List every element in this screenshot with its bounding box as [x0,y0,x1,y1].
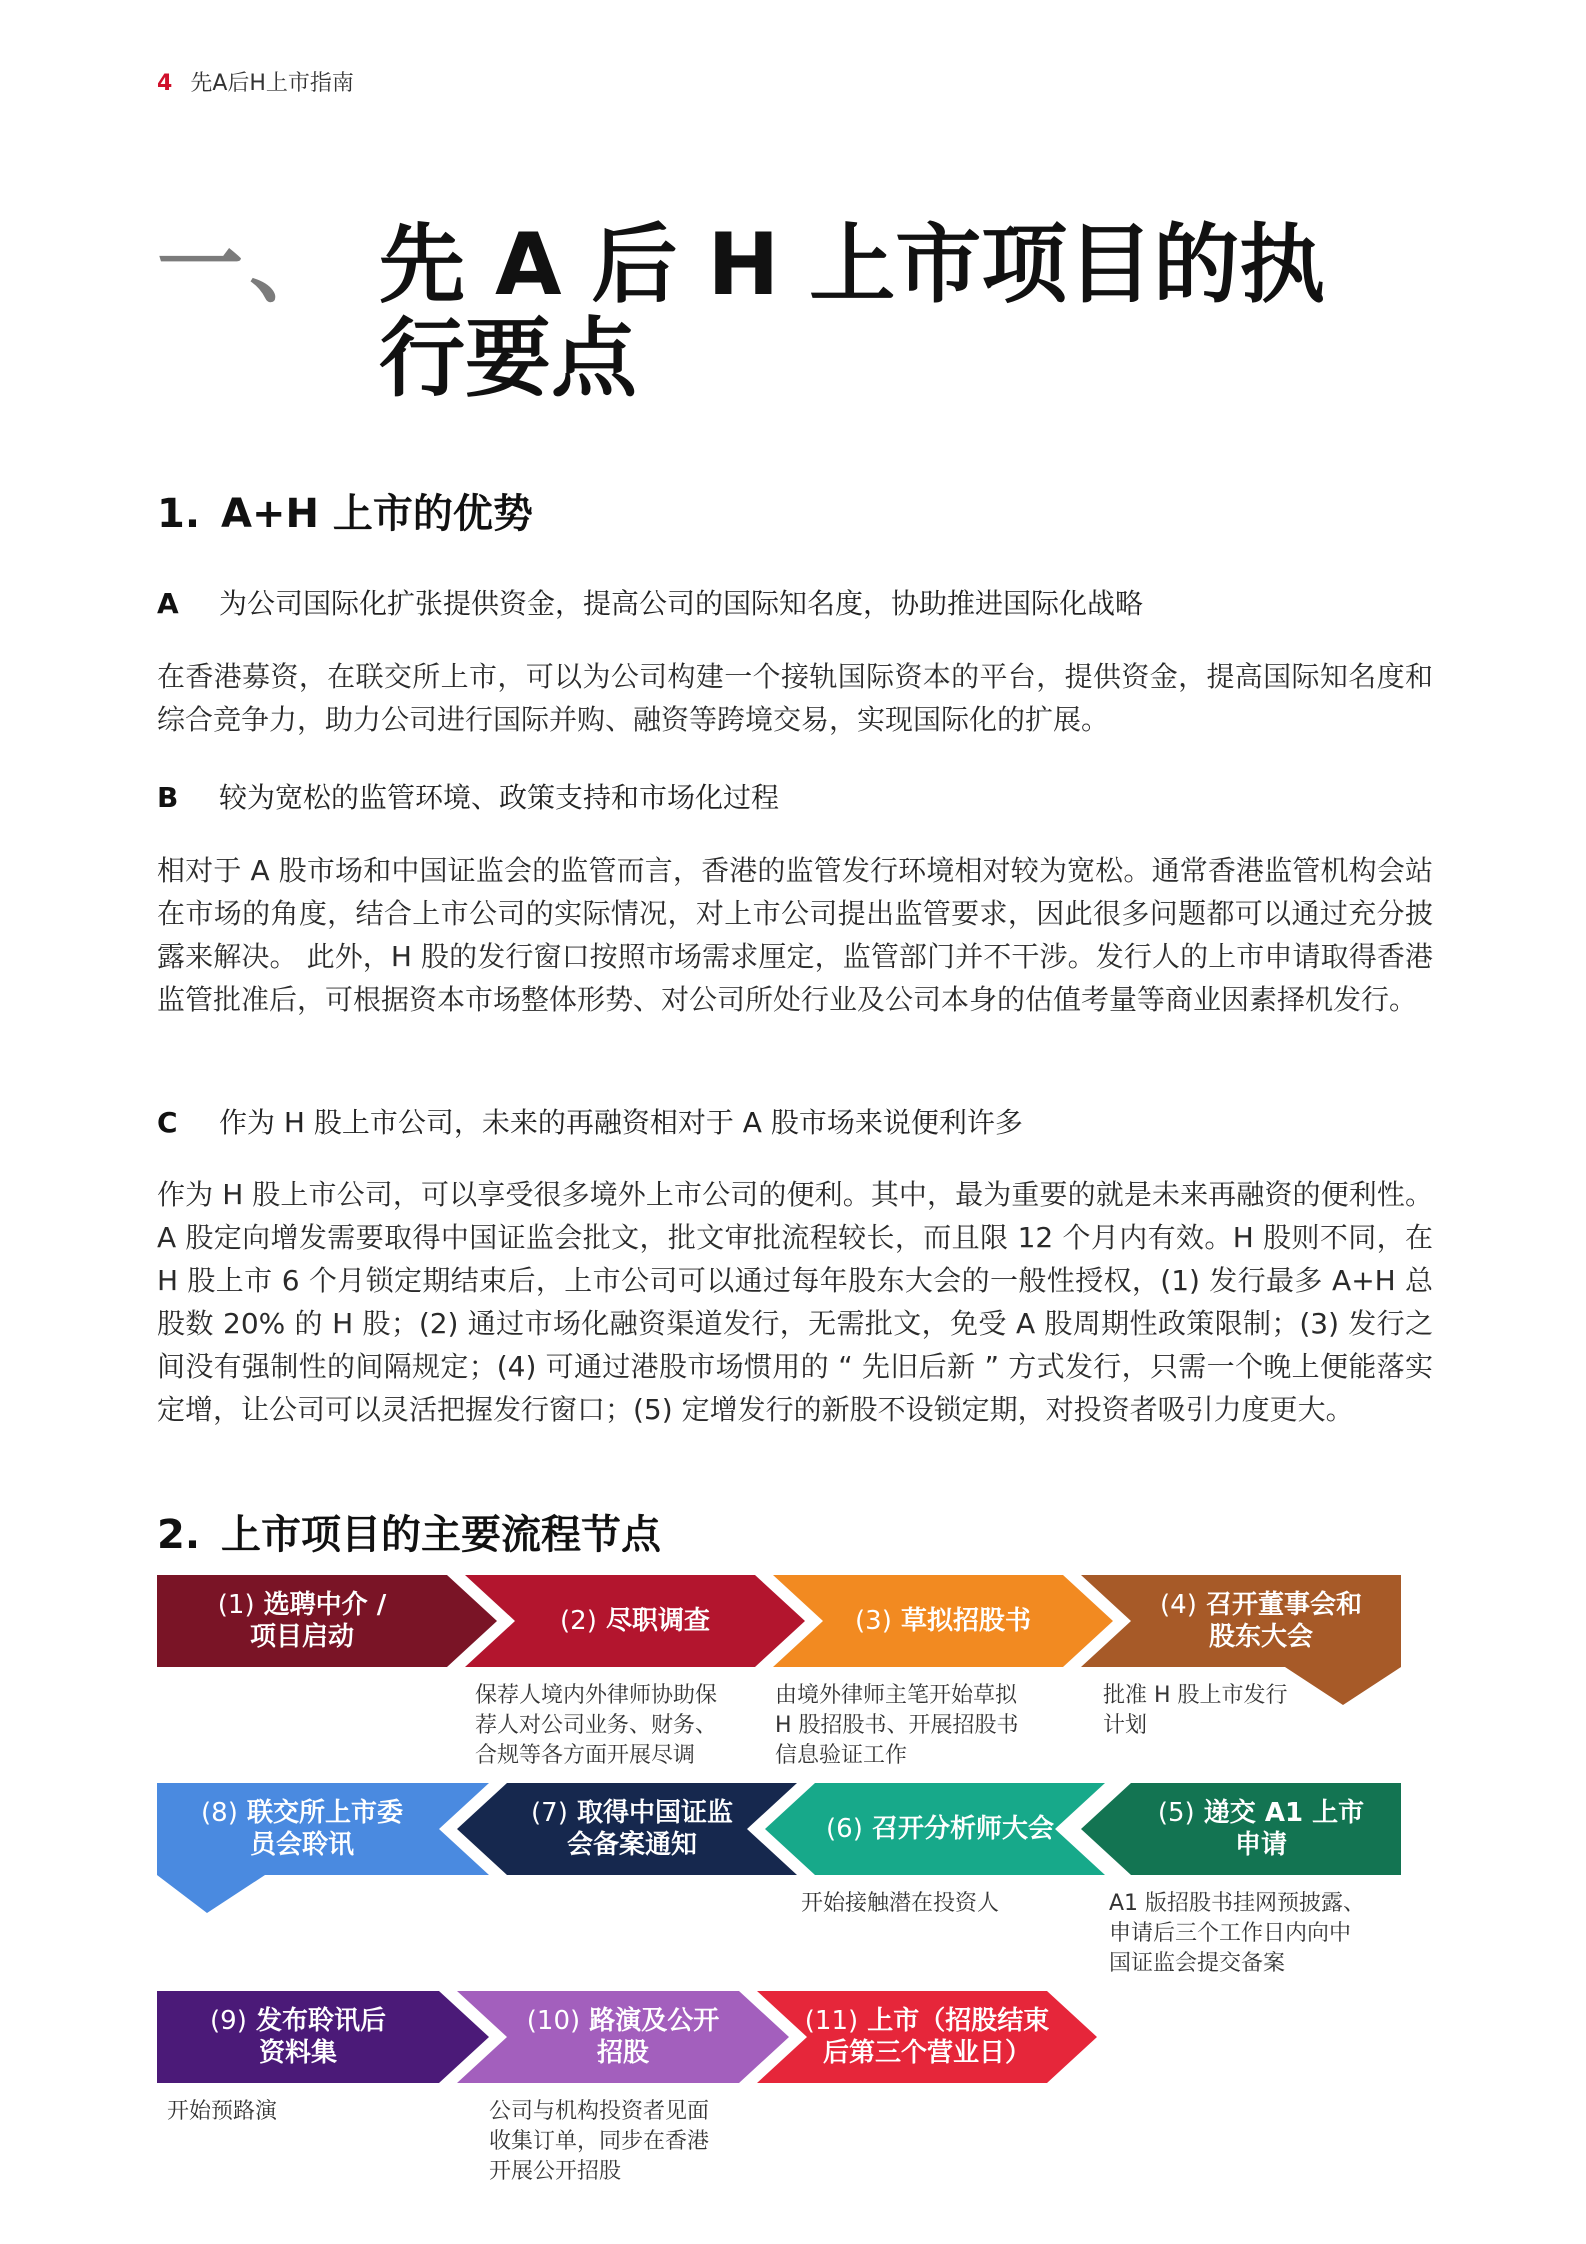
running-header [157,66,354,97]
flow-step-7-number: (7) [531,1798,568,1828]
flow-step-5 [1081,1783,1401,1875]
flow-step-3 [773,1575,1113,1667]
flow-step-2-number: (2) [560,1606,597,1636]
flow-step-8-text: 联交所上市委 员会聆讯 [246,1798,403,1860]
flow-step-5-description: A1 版招股书挂网预披露、 申请后三个工作日内向中 国证监会提交备案 [1109,1891,1366,1976]
item-b-heading [157,776,779,816]
flow-step-5-number: (5) [1157,1798,1195,1828]
flow-step-9-number: (9) [210,2006,247,2036]
running-title: 先A后H上市指南 [190,71,354,96]
flow-step-10-description: 公司与机构投资者见面 收集订单，同步在香港 开展公开招股 [489,2099,710,2184]
flow-step-1-label [157,1575,447,1667]
section-2-number: 2. [157,1512,201,1558]
flow-step-11-number: (11) [804,2006,859,2036]
flow-step-3-label [823,1575,1063,1667]
flow-step-6-label [815,1783,1065,1875]
item-b-key: B [157,781,179,814]
flow-step-1 [157,1575,497,1667]
item-a-body: 在香港募资，在联交所上市，可以为公司构建一个接轨国际资本的平台，提供资金，提高国际知名度和综合竞争力，助力公司进行国际并购、融资等跨境交易，实现国际化的扩展。 [157,660,1433,736]
chapter-number: 一、 [157,215,341,315]
flow-step-9-text: 发布聆讯后 资料集 [255,2006,386,2068]
flow-step-11-text: 上市（招股结束 后第三个营业日） [822,2006,1050,2068]
item-c-body: 作为 H 股上市公司，可以享受很多境外上市公司的便利。其中，最为重要的就是未来再融资的便利性。A 股定向增发需要取得中国证监会批文，批文审批流程较长，而且限 12 个月内有效。H 股则不同，在 H 股上市 6 个月锁定期结束后，上市公司可以通过每年股东大会的一般性授权，(1) 发行最多 A+H 总股数 20% 的 H 股；(2) 通过市场化融资渠道发行，无需批文，免受 A 股周期性政策限制；(3) 发行之间没有强制性的间隔规定；(4) 可通过港股市场惯用的 “ 先旧后新 ” 方式发行，只需一个晚上便能落实定增，让公司可以灵活把握发行窗口；(5) 定增发行的新股不设锁定期，对投资者吸引力度更大。 [157,1178,1433,1426]
flow-step-6-description: 开始接触潜在投资人 [801,1891,1000,1916]
section-1-heading [157,482,533,539]
flow-step-8 [157,1783,489,1913]
flow-step-3-number: (3) [855,1606,892,1636]
flow-step-9-description: 开始预路演 [167,2099,278,2124]
flow-step-2-text: 尽职调查 [605,1606,710,1636]
flow-step-8-number: (8) [201,1798,238,1828]
flow-step-5-text: 递交 A1 上市 申请 [1203,1798,1365,1860]
section-1-title: A+H 上市的优势 [221,491,533,537]
flow-step-1-text: 选聘中介 / 项目启动 [249,1590,387,1652]
flow-step-10-text: 路演及公开 招股 [589,2006,720,2068]
flow-step-10 [457,1991,789,2083]
flow-step-11 [757,1991,1097,2083]
flow-step-2-description: 保荐人境内外律师协助保 荐人对公司业务、财务、 合规等各方面开展尽调 [475,1683,718,1768]
chapter-title: 先 A 后 H 上市项目的执行要点 [379,215,1326,409]
section-2-heading [157,1503,661,1560]
item-b-body: 相对于 A 股市场和中国证监会的监管而言，香港的监管发行环境相对较为宽松。通常香港监管机构会站在市场的角度，结合上市公司的实际情况，对上市公司提出监管要求，因此很多问题都可以通过充分披露来解决。 此外，H 股的发行窗口按照市场需求厘定，监管部门并不干涉。发行人的上市申请取得香港监管批准后，可根据资本市场整体形势、对公司所处行业及公司本身的估值考量等商业因素择机发行。 [157,854,1433,1016]
flow-step-8-label [157,1783,447,1875]
item-a-key: A [157,587,179,620]
item-a-title: 为公司国际化扩张提供资金，提高公司的国际知名度，协助推进国际化战略 [219,587,1144,620]
item-c-heading [157,1101,1023,1141]
flow-step-4-text: 召开董事会和 股东大会 [1205,1590,1362,1652]
section-1-number: 1. [157,491,201,537]
flow-step-10-number: (10) [526,2006,581,2036]
flow-step-7 [457,1783,797,1875]
flow-step-2 [465,1575,805,1667]
flow-step-6 [765,1783,1105,1875]
flow-step-4-number: (4) [1160,1590,1197,1620]
flow-step-3-description: 由境外律师主笔开始草拟 H 股招股书、开展招股书 信息验证工作 [775,1683,1019,1768]
process-flow [157,1575,1437,2195]
item-a-heading [157,582,1143,622]
flow-step-7-label [507,1783,757,1875]
flow-step-6-number: (6) [826,1814,863,1844]
page-number: 4 [157,71,173,96]
flow-step-10-label [507,1991,739,2083]
flow-step-7-text: 取得中国证监 会备案通知 [566,1798,733,1860]
item-b-title: 较为宽松的监管环境、政策支持和市场化过程 [219,781,780,814]
flow-step-4-description: 批准 H 股上市发行 计划 [1103,1683,1288,1738]
item-c-key: C [157,1106,178,1139]
item-c-title: 作为 H 股上市公司，未来的再融资相对于 A 股市场来说便利许多 [219,1106,1023,1139]
flow-step-5-label [1131,1783,1391,1875]
flow-step-9 [157,1991,489,2083]
flow-step-1-number: (1) [217,1590,255,1620]
flow-step-3-text: 草拟招股书 [900,1606,1031,1636]
flow-step-11-label [797,1991,1057,2083]
flow-step-4-label [1131,1575,1391,1667]
flow-step-9-label [157,1991,439,2083]
section-2-title: 上市项目的主要流程节点 [221,1512,661,1558]
flow-step-6-text: 召开分析师大会 [871,1814,1054,1844]
flow-step-2-label [515,1575,755,1667]
